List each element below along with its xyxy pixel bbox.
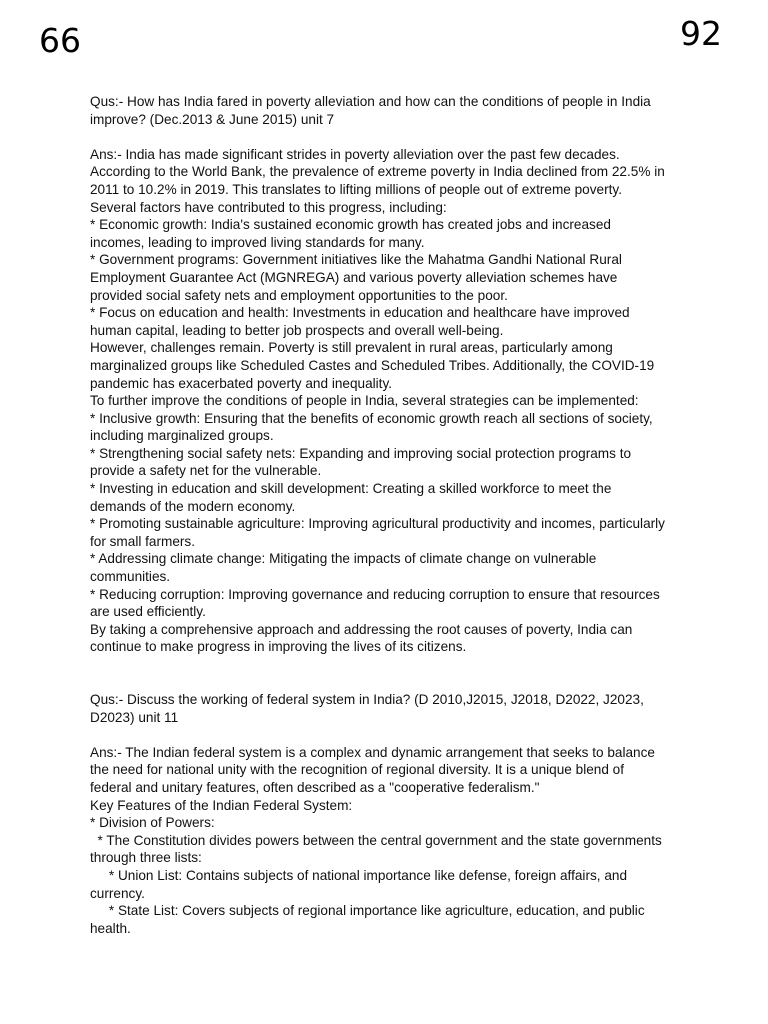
text-line: the need for national unity with the recognition of regional diversity. It is a unique blend of	[90, 762, 625, 778]
text-line: According to the World Bank, the prevalence of extreme poverty in India declined from 22.5% in	[90, 164, 665, 180]
text-line: demands of the modern economy.	[90, 498, 296, 514]
text-line: * Focus on education and health: Investments in education and healthcare have improved	[90, 305, 630, 321]
text-line: human capital, leading to better job prospects and overall well-being.	[90, 322, 504, 338]
spacer	[90, 726, 682, 744]
text-line: * Addressing climate change: Mitigating the impacts of climate change on vulnerable	[90, 551, 597, 567]
text-line: health.	[90, 920, 131, 936]
text-line: through three lists:	[90, 850, 202, 866]
question-2	[90, 691, 682, 726]
text-line: improve? (Dec.2013 & June 2015) unit 7	[90, 111, 335, 127]
spacer	[90, 656, 682, 691]
text-line: * Government programs: Government initiatives like the Mahatma Gandhi National Rural	[90, 252, 622, 268]
text-line: * Economic growth: India's sustained economic growth has created jobs and increased	[90, 217, 611, 233]
spacer	[90, 128, 682, 146]
text-line: continue to make progress in improving the lives of its citizens.	[90, 639, 467, 655]
text-line: marginalized groups like Scheduled Castes and Scheduled Tribes. Additionally, the COVID-19	[90, 357, 655, 373]
text-line: By taking a comprehensive approach and addressing the root causes of poverty, India can	[90, 621, 633, 637]
text-line: federal and unitary features, often described as a "cooperative federalism."	[90, 779, 540, 795]
text-line: currency.	[90, 885, 145, 901]
page-number-right: 92	[680, 14, 722, 53]
text-line: * Promoting sustainable agriculture: Improving agricultural productivity and incomes, particularly	[90, 516, 665, 532]
text-line: * Union List: Contains subjects of national importance like defense, foreign affairs, and	[90, 867, 628, 883]
text-line: * Investing in education and skill development: Creating a skilled workforce to meet the	[90, 481, 612, 497]
text-line: * Reducing corruption: Improving governance and reducing corruption to ensure that resources	[90, 586, 660, 602]
text-line: However, challenges remain. Poverty is still prevalent in rural areas, particularly among	[90, 340, 613, 356]
text-line: To further improve the conditions of people in India, several strategies can be implemented:	[90, 393, 639, 409]
text-line: Employment Guarantee Act (MGNREGA) and various poverty alleviation schemes have	[90, 269, 618, 285]
question-1	[90, 93, 682, 128]
text-line: provide a safety net for the vulnerable.	[90, 463, 322, 479]
text-line: communities.	[90, 569, 171, 585]
text-line: are used efficiently.	[90, 604, 206, 620]
text-line: Key Features of the Indian Federal System:	[90, 797, 353, 813]
text-line: * Strengthening social safety nets: Expanding and improving social protection programs to	[90, 445, 632, 461]
page-number-left: 66	[39, 21, 81, 60]
document-body	[90, 93, 682, 937]
text-line: 2011 to 10.2% in 2019. This translates to lifting millions of people out of extreme poverty.	[90, 181, 622, 197]
text-line: incomes, leading to improved living standards for many.	[90, 234, 425, 250]
text-line: Several factors have contributed to this progress, including:	[90, 199, 447, 215]
text-line: Ans:- India has made significant strides in poverty alleviation over the past few decades.	[90, 146, 620, 162]
text-line: pandemic has exacerbated poverty and inequality.	[90, 375, 393, 391]
text-line: Qus:- Discuss the working of federal system in India? (D 2010,J2015, J2018, D2022, J2023,	[90, 692, 644, 707]
text-line: including marginalized groups.	[90, 428, 274, 444]
text-line: for small farmers.	[90, 533, 195, 549]
text-line: provided social safety nets and employment opportunities to the poor.	[90, 287, 508, 303]
text-line: * Division of Powers:	[90, 815, 215, 831]
text-line: * The Constitution divides powers between the central government and the state governments	[90, 832, 662, 848]
answer-1	[90, 146, 682, 656]
answer-2	[90, 744, 682, 938]
text-line: Ans:- The Indian federal system is a complex and dynamic arrangement that seeks to balance	[90, 744, 655, 760]
text-line: Qus:- How has India fared in poverty alleviation and how can the conditions of people in India	[90, 94, 651, 109]
text-line: D2023) unit 11	[90, 709, 179, 725]
text-line: * State List: Covers subjects of regional importance like agriculture, education, and public	[90, 903, 645, 919]
text-line: * Inclusive growth: Ensuring that the benefits of economic growth reach all sections of society,	[90, 410, 653, 426]
